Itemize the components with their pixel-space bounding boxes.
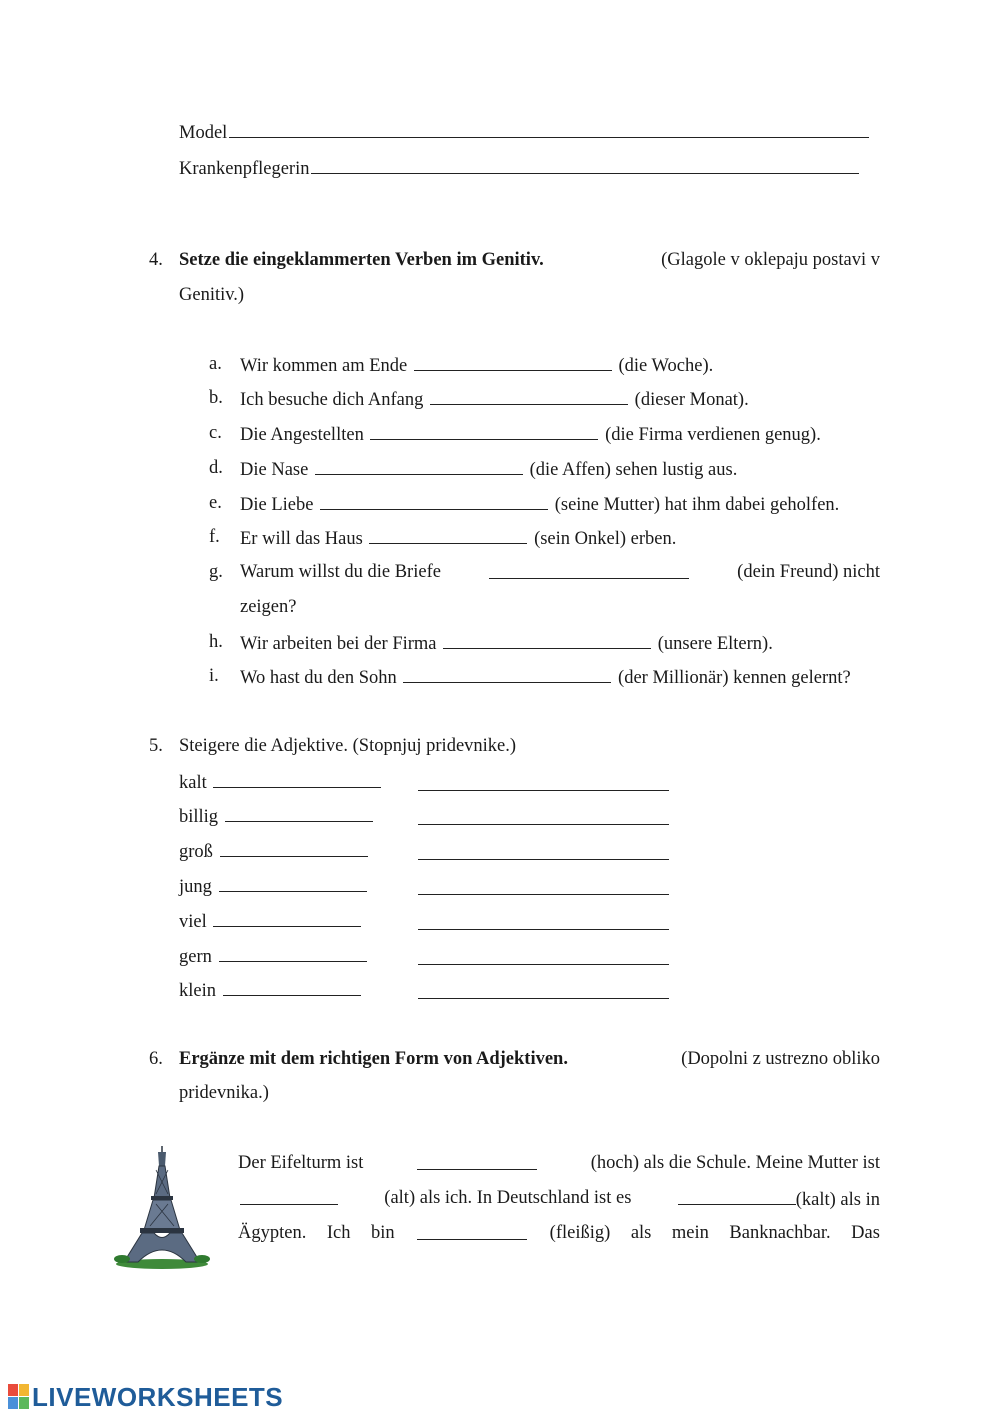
task5-title: Steigere die Adjektive. (Stopnjuj pridevnike.) <box>179 736 517 756</box>
task4-heading <box>179 251 880 270</box>
task6-line3-word-7: Banknachbar. <box>729 1223 831 1243</box>
task6-line3-word-3: bin <box>371 1223 395 1243</box>
task6-blank-alt[interactable] <box>240 1189 338 1205</box>
task4-item-d <box>240 459 737 480</box>
liveworksheets-logo-text: LIVEWORKSHEETS <box>32 1381 284 1412</box>
task4-letter-b: b. <box>209 388 223 408</box>
task4-letter-a: a. <box>209 354 222 374</box>
task6-line-3 <box>238 1224 880 1243</box>
adj-gross-comparative-blank[interactable] <box>220 841 368 857</box>
adj-jung-comparative-blank[interactable] <box>219 876 367 892</box>
task4-blank-e[interactable] <box>320 494 548 510</box>
adj-klein-superlative-blank[interactable] <box>418 983 669 999</box>
task4-item-c-text: Die Angestellten <box>240 425 364 445</box>
task6-title: Ergänze mit dem richtigen Form von Adjektiven. <box>179 1049 568 1069</box>
adj-kalt-comparative-blank[interactable] <box>213 772 381 788</box>
task4-item-i <box>240 667 851 688</box>
adj-row-klein <box>179 980 363 1001</box>
task4-item-f <box>240 528 676 549</box>
task6-line3-word-6: mein <box>671 1223 709 1243</box>
task4-item-h-text: Wir arbeiten bei der Firma <box>240 634 437 654</box>
task4-blank-h[interactable] <box>443 633 651 649</box>
task4-item-a-hint: (die Woche). <box>618 356 714 376</box>
task6-blank-kalt[interactable] <box>678 1189 796 1205</box>
task6-line3-word-4: (fleißig) <box>549 1223 611 1243</box>
adj-row-billig <box>179 806 375 827</box>
model-answer-blank[interactable] <box>229 122 869 138</box>
task4-item-g-cont: zeigen? <box>240 597 297 617</box>
task4-item-g <box>240 563 880 582</box>
task4-item-g-hint: (dein Freund) nicht <box>737 562 880 582</box>
adj-gern-comparative-blank[interactable] <box>219 946 367 962</box>
task6-blank-hoch[interactable] <box>417 1154 537 1170</box>
adj-billig-label: billig <box>179 807 219 827</box>
task6-subtitle-cont: pridevnika.) <box>179 1083 269 1103</box>
task4-blank-i[interactable] <box>403 667 611 683</box>
task4-item-d-text: Die Nase <box>240 460 309 480</box>
task6-heading <box>179 1050 880 1069</box>
model-line <box>179 122 880 143</box>
eiffel-tower-icon <box>112 1146 212 1271</box>
task6-line3-word-8: Das <box>851 1223 880 1243</box>
adj-row-kalt <box>179 772 383 793</box>
task4-letter-e: e. <box>209 493 222 513</box>
task4-item-i-hint: (der Millionär) kennen gelernt? <box>618 668 851 688</box>
model-label: Model <box>179 123 228 143</box>
task4-blank-b[interactable] <box>430 389 628 405</box>
task6-line2-text-b: (kalt) als in <box>795 1190 880 1210</box>
krankenpflegerin-answer-blank[interactable] <box>311 158 859 174</box>
task4-item-b <box>240 389 749 410</box>
adj-viel-label: viel <box>179 912 207 932</box>
liveworksheets-blocks-icon <box>8 1384 30 1410</box>
task4-letter-g: g. <box>209 562 223 582</box>
task6-line3-word-5: als <box>630 1223 652 1243</box>
task4-item-f-text: Er will das Haus <box>240 529 363 549</box>
krankenpflegerin-line <box>179 158 880 179</box>
adj-klein-label: klein <box>179 981 216 1001</box>
task4-blank-g[interactable] <box>489 563 689 579</box>
task4-number: 4. <box>149 250 163 270</box>
task4-blank-a[interactable] <box>414 355 612 371</box>
adj-gross-superlative-blank[interactable] <box>418 844 669 860</box>
task4-item-e <box>240 494 839 515</box>
task4-item-h <box>240 633 773 654</box>
task6-subtitle: (Dopolni z ustrezno obliko <box>681 1049 880 1069</box>
task4-item-a-text: Wir kommen am Ende <box>240 356 408 376</box>
adj-row-jung <box>179 876 369 897</box>
task4-item-c-hint: (die Firma verdienen genug). <box>605 425 821 445</box>
adj-row-gern <box>179 946 369 967</box>
adj-gross-label: groß <box>179 842 213 862</box>
task6-line3-word-1: Ägypten. <box>238 1223 307 1243</box>
task4-item-e-hint: (seine Mutter) hat ihm dabei geholfen. <box>554 495 840 515</box>
task6-line1-text-b: (hoch) als die Schule. Meine Mutter ist <box>590 1153 880 1173</box>
task6-line2-text-a: (alt) als ich. In Deutschland ist es <box>384 1188 632 1208</box>
adj-billig-comparative-blank[interactable] <box>225 806 373 822</box>
task6-line-2 <box>238 1189 880 1210</box>
task4-item-e-text: Die Liebe <box>240 495 314 515</box>
adj-row-gross <box>179 841 370 862</box>
adj-viel-superlative-blank[interactable] <box>418 914 669 930</box>
task6-blank-fleissig[interactable] <box>417 1224 527 1240</box>
krankenpflegerin-label: Krankenpflegerin <box>179 159 310 179</box>
task4-letter-d: d. <box>209 458 223 478</box>
adj-jung-label: jung <box>179 877 212 897</box>
task4-item-f-hint: (sein Onkel) erben. <box>534 529 677 549</box>
task4-item-a <box>240 355 713 376</box>
adj-klein-comparative-blank[interactable] <box>223 980 361 996</box>
task6-number: 6. <box>149 1049 163 1069</box>
task6-line-1 <box>238 1154 880 1173</box>
liveworksheets-logo <box>8 1381 284 1412</box>
task6-line3-word-2: Ich <box>326 1223 351 1243</box>
task4-item-c <box>240 424 821 445</box>
task4-item-i-text: Wo hast du den Sohn <box>240 668 397 688</box>
adj-billig-superlative-blank[interactable] <box>418 809 669 825</box>
task4-letter-i: i. <box>209 666 219 686</box>
adj-jung-superlative-blank[interactable] <box>418 879 669 895</box>
task4-blank-f[interactable] <box>369 528 527 544</box>
adj-kalt-label: kalt <box>179 773 207 793</box>
adj-viel-comparative-blank[interactable] <box>213 911 361 927</box>
task4-subtitle-cont: Genitiv.) <box>179 285 245 305</box>
task4-title: Setze die eingeklammerten Verben im Genitiv. <box>179 250 544 270</box>
task4-item-b-text: Ich besuche dich Anfang <box>240 390 424 410</box>
task6-line1-text-a: Der Eifelturm ist <box>238 1153 364 1173</box>
task4-item-g-text: Warum willst du die Briefe <box>240 562 441 582</box>
task4-letter-h: h. <box>209 632 223 652</box>
task5-number: 5. <box>149 736 163 756</box>
task4-item-b-hint: (dieser Monat). <box>634 390 749 410</box>
adj-gern-superlative-blank[interactable] <box>418 949 669 965</box>
task4-subtitle: (Glagole v oklepaju postavi v <box>661 250 880 270</box>
task4-blank-c[interactable] <box>370 424 598 440</box>
task4-item-h-hint: (unsere Eltern). <box>657 634 773 654</box>
task4-letter-c: c. <box>209 423 222 443</box>
adj-kalt-superlative-blank[interactable] <box>418 775 669 791</box>
task4-blank-d[interactable] <box>315 459 523 475</box>
task4-item-d-hint: (die Affen) sehen lustig aus. <box>529 460 738 480</box>
task4-letter-f: f. <box>209 527 220 547</box>
adj-gern-label: gern <box>179 947 212 967</box>
adj-row-viel <box>179 911 363 932</box>
